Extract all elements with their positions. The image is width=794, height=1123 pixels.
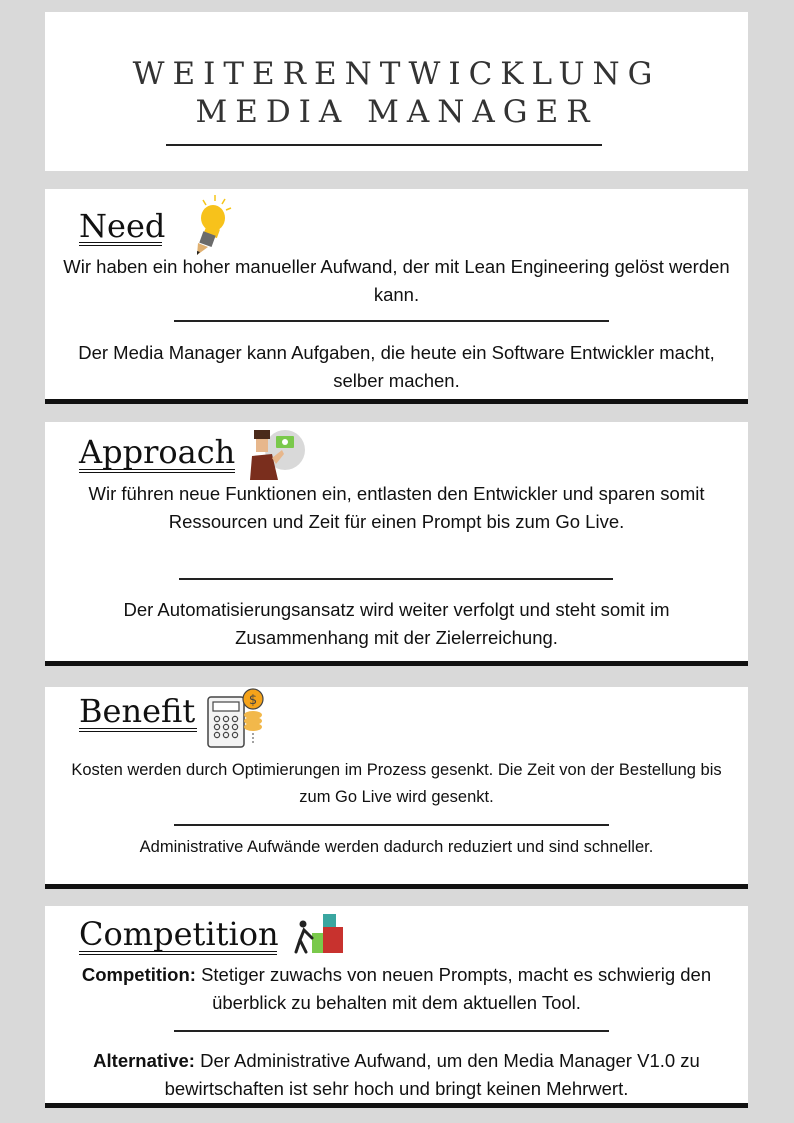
benefit-text-1: Kosten werden durch Optimierungen im Prozess gesenkt. Die Zeit von der Bestellung bis zum Go Live wird gesenkt. bbox=[71, 761, 722, 806]
approach-text-2: Der Automatisierungsansatz wird weiter verfolgt und steht somit im Zusammenhang mit der Zielerreichung. bbox=[123, 599, 670, 648]
benefit-heading: Benefit bbox=[79, 692, 196, 730]
title-card bbox=[45, 12, 748, 171]
competition-bottom-bar bbox=[45, 1103, 748, 1108]
alternative-label: Alternative: bbox=[93, 1050, 195, 1071]
need-text-1: Wir haben ein hoher manueller Aufwand, der mit Lean Engineering gelöst werden kann. bbox=[63, 256, 730, 305]
need-text-2: Der Media Manager kann Aufgaben, die heute ein Software Entwickler macht, selber machen. bbox=[78, 342, 715, 391]
competition-text-2 bbox=[55, 1047, 738, 1103]
approach-heading: Approach bbox=[79, 433, 236, 471]
approach-text-1: Wir führen neue Funktionen ein, entlasten den Entwickler und sparen somit Ressourcen und Zeit für einen Prompt bis zum Go Live. bbox=[88, 483, 705, 532]
competition-heading-underline bbox=[79, 951, 277, 955]
approach-heading-underline bbox=[79, 469, 235, 473]
businessman-presentation-icon bbox=[248, 424, 306, 480]
benefit-divider bbox=[174, 824, 609, 826]
competition-card bbox=[45, 906, 748, 1104]
benefit-text-2: Administrative Aufwände werden dadurch reduziert und sind schneller. bbox=[139, 838, 654, 856]
competition-text-1 bbox=[55, 961, 738, 1017]
benefit-bottom-bar bbox=[45, 884, 748, 889]
need-card bbox=[45, 189, 748, 400]
pushing-blocks-icon bbox=[290, 912, 346, 956]
approach-divider bbox=[179, 578, 613, 580]
approach-bottom-bar bbox=[45, 661, 748, 666]
competition-description: Stetiger zuwachs von neuen Prompts, macht es schwierig den überblick zu behalten mit dem aktuellen Tool. bbox=[195, 964, 712, 1013]
approach-card bbox=[45, 422, 748, 662]
need-heading-underline bbox=[79, 242, 162, 246]
title-line-2: MEDIA MANAGER bbox=[195, 94, 598, 130]
competition-divider bbox=[174, 1030, 609, 1032]
alternative-description: Der Administrative Aufwand, um den Media Manager V1.0 zu bewirtschaften ist sehr hoch und bringt keinen Mehrwert. bbox=[164, 1050, 700, 1099]
title-divider bbox=[166, 144, 602, 146]
svg-text:$: $ bbox=[248, 693, 258, 708]
calculator-coins-icon bbox=[206, 687, 268, 749]
competition-heading: Competition bbox=[79, 915, 279, 953]
need-heading: Need bbox=[79, 207, 166, 245]
need-divider bbox=[174, 320, 609, 322]
competition-label: Competition: bbox=[81, 964, 196, 985]
benefit-heading-underline bbox=[79, 728, 197, 732]
benefit-card bbox=[45, 687, 748, 885]
need-bottom-bar bbox=[45, 399, 748, 404]
title-line-1: WEITERENTWICKLUNG bbox=[132, 56, 661, 92]
page-title bbox=[45, 55, 748, 131]
lightbulb-icon bbox=[185, 193, 235, 259]
